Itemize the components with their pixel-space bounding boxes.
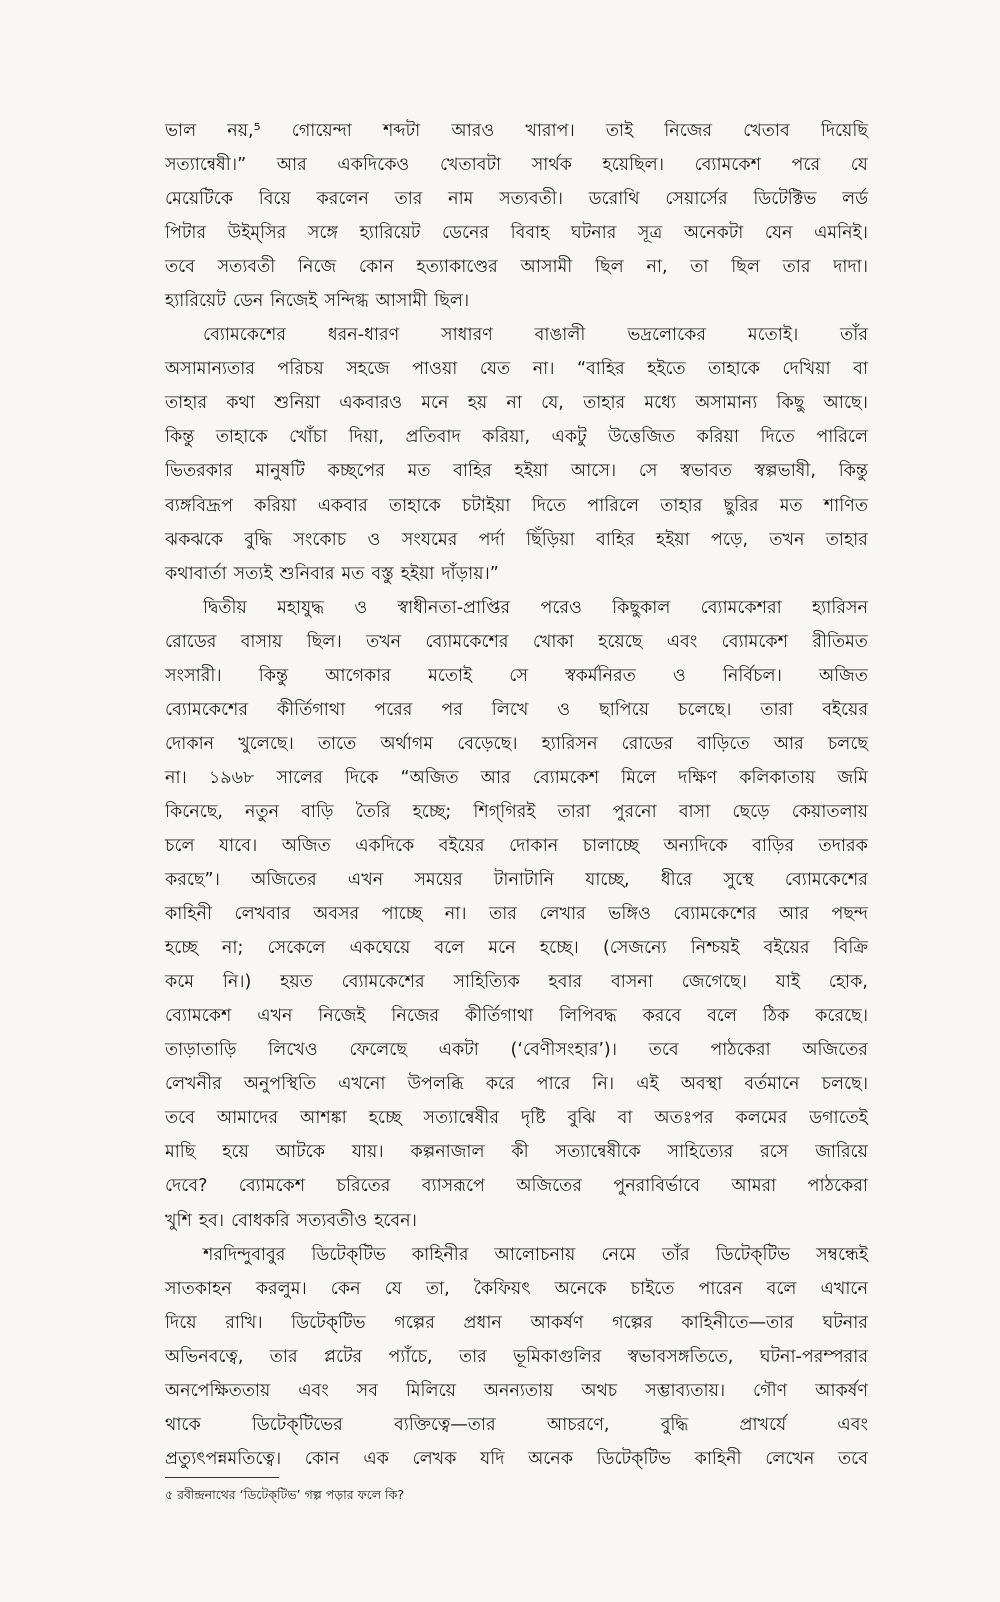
text-line: না। ১৯৬৮ সালের দিকে “অজিত আর ব্যোমকেশ মিলে দক্ষিণ কলিকাতায় জমি bbox=[165, 767, 868, 788]
text-line: তাহার কথা শুনিয়া একবারও মনে হয় না যে, তাহার মধ্যে অসামান্য কিছু আছে। bbox=[165, 393, 868, 414]
text-line: দ্বিতীয় মহাযুদ্ধ ও স্বাধীনতা-প্রাপ্তির পরেও কিছুকাল ব্যোমকেশরা হ্যারিসন bbox=[203, 597, 868, 618]
text-line: সত্যান্বেষী।” আর একদিকেও খেতাবটা সার্থক হয়েছিল। ব্যোমকেশ পরে যে bbox=[165, 155, 868, 176]
text-line: প্রত্যুৎপন্নমতিত্বে। কোন এক লেখক যদি অনেক ডিটেক্‌টিভ কাহিনী লেখেন তবে bbox=[165, 1448, 868, 1469]
text-line: অভিনবত্বে, তার প্লটের প্যাঁচে, তার ভূমিকাগুলির স্বভাবসঙ্গতিতে, ঘটনা-পরম্পরার bbox=[165, 1346, 868, 1367]
text-line: লেখনীর অনুপস্থিতি এখনো উপলব্ধি করে পারে নি। এই অবস্থা বর্তমানে চলছে। bbox=[165, 1074, 868, 1095]
text-line: ভিতরকার মানুষটি কচ্ছপের মত বাহির হইয়া আসে। সে স্বভাবত স্বল্পভাষী, কিন্তু bbox=[165, 461, 868, 482]
text-line: কাহিনী লেখবার অবসর পাচ্ছে না। তার লেখার ভঙ্গিও ব্যোমকেশের আর পছন্দ bbox=[165, 904, 868, 925]
text-line: অনপেক্ষিততায় এবং সব মিলিয়ে অনন্যতায় অথচ সম্ভাব্যতায়। গৌণ আকর্ষণ bbox=[165, 1380, 868, 1401]
text-line: চলে যাবে। অজিত একদিকে বইয়ের দোকান চালাচ্ছে অন্যদিকে বাড়ির তদারক bbox=[165, 835, 868, 856]
text-line: ঝকঝকে বুদ্ধি সংকোচ ও সংযমের পর্দা ছিঁড়িয়া বাহির হইয়া পড়ে, তখন তাহার bbox=[165, 529, 868, 550]
text-line: সংসারী। কিন্তু আগেকার মতোই সে স্বকর্মনিরত ও নির্বিচল। অজিত bbox=[165, 665, 868, 686]
text-line: দোকান খুলেছে। তাতে অর্থাগম বেড়েছে। হ্যারিসন রোডের বাড়িতে আর চলছে bbox=[165, 733, 868, 754]
text-line: কমে নি।) হয়ত ব্যোমকেশের সাহিত্যিক হবার বাসনা জেগেছে। যাই হোক, bbox=[165, 972, 868, 993]
body-text bbox=[165, 114, 868, 1476]
text-line: ব্যোমকেশের ধরন-ধারণ সাধারণ বাঙালী ভদ্রলোকের মতোই। তাঁর bbox=[203, 325, 868, 346]
text-line: তবে সত্যবতী নিজে কোন হত্যাকাণ্ডের আসামী ছিল না, তা ছিল তার দাদা। bbox=[165, 257, 868, 278]
text-line: রোডের বাসায় ছিল। তখন ব্যোমকেশের খোকা হয়েছে এবং ব্যোমকেশ রীতিমত bbox=[165, 631, 868, 652]
text-line: থাকে ডিটেক্‌টিভের ব্যক্তিত্বে—তার আচরণে, বুদ্ধি প্রাখর্যে এবং bbox=[165, 1414, 868, 1435]
text-line: হ্যারিয়েট ডেন নিজেই সন্দিগ্ধ আসামী ছিল। bbox=[165, 291, 470, 312]
text-line: কিন্তু তাহাকে খোঁচা দিয়া, প্রতিবাদ করিয়া, একটু উত্তেজিত করিয়া দিতে পারিলে bbox=[165, 427, 868, 448]
text-line: খুশি হব। বোধকরি সত্যবতীও হবেন। bbox=[165, 1210, 417, 1231]
text-line: ব্যোমকেশ এখন নিজেই নিজের কীর্তিগাথা লিপিবদ্ধ করবে বলে ঠিক করেছে। bbox=[165, 1006, 868, 1027]
footnote: ৫ রবীন্দ্রনাথের ‘ডিটেক্‌টিভ’ গল্প পড়ার ফলে কি? bbox=[165, 1487, 405, 1502]
text-line: সাতকাহন করলুম। কেন যে তা, কৈফিয়ৎ অনেকে চাইতে পারেন বলে এখানে bbox=[165, 1278, 868, 1299]
text-line: ভাল নয়,⁵ গোয়েন্দা শব্দটা আরও খারাপ। তাই নিজের খেতাব দিয়েছি bbox=[165, 121, 868, 141]
text-line: দেবে? ব্যোমকেশ চরিতের ব্যাসরূপে অজিতের পুনরাবির্ভাবে আমরা পাঠকেরা bbox=[165, 1176, 868, 1197]
footnote-divider bbox=[165, 1477, 279, 1478]
text-line: করছে”। অজিতের এখন সময়ের টানাটানি যাচ্ছে, ধীরে সুস্থে ব্যোমকেশের bbox=[165, 870, 868, 891]
text-line: তবে আমাদের আশঙ্কা হচ্ছে সত্যান্বেষীর দৃষ্টি বুঝি বা অতঃপর কলমের ডগাতেই bbox=[165, 1108, 868, 1129]
text-line: ব্যোমকেশের কীর্তিগাথা পরের পর লিখে ও ছাপিয়ে চলেছে। তারা বইয়ের bbox=[165, 699, 868, 720]
text-line: অসামান্যতার পরিচয় সহজে পাওয়া যেত না। “বাহির হইতে তাহাকে দেখিয়া বা bbox=[165, 359, 868, 380]
text-line: দিয়ে রাখি। ডিটেক্‌টিভ গল্পের প্রধান আকর্ষণ গল্পের কাহিনীতে—তার ঘটনার bbox=[165, 1312, 868, 1333]
text-line: মাছি হয়ে আটকে যায়। কল্পনাজাল কী সত্যান্বেষীকে সাহিত্যের রসে জারিয়ে bbox=[165, 1142, 868, 1163]
text-line: কথাবার্তা সত্যই শুনিবার মত বস্তু হইয়া দাঁড়ায়।” bbox=[165, 563, 499, 584]
text-line: তাড়াতাড়ি লিখেও ফেলেছে একটা (‘বেণীসংহার’)। তবে পাঠকেরা অজিতের bbox=[165, 1040, 868, 1061]
text-line: ব্যঙ্গবিদ্রূপ করিয়া একবার তাহাকে চটাইয়া দিতে পারিলে তাহার ছুরির মত শাণিত bbox=[165, 495, 868, 516]
text-line: পিটার উইম্‌সির সঙ্গে হ্যারিয়েট ডেনের বিবাহ ঘটনার সূত্র অনেকটা যেন এমনিই। bbox=[165, 223, 868, 244]
text-line: মেয়েটিকে বিয়ে করলেন তার নাম সত্যবতী। ডরোথি সেয়ার্সের ডিটেক্টিভ লর্ড bbox=[165, 189, 868, 210]
text-line: কিনেছে, নতুন বাড়ি তৈরি হচ্ছে; শিগ্‌গিরই তারা পুরনো বাসা ছেড়ে কেয়াতলায় bbox=[165, 801, 868, 822]
text-line: শরদিন্দুবাবুর ডিটেক্‌টিভ কাহিনীর আলোচনায় নেমে তাঁর ডিটেক্‌টিভ সম্বন্ধেই bbox=[203, 1244, 868, 1265]
text-line: হচ্ছে না; সেকেলে একঘেয়ে বলে মনে হচ্ছে। (সেজন্যে নিশ্চয়ই বইয়ের বিক্রি bbox=[165, 938, 868, 959]
